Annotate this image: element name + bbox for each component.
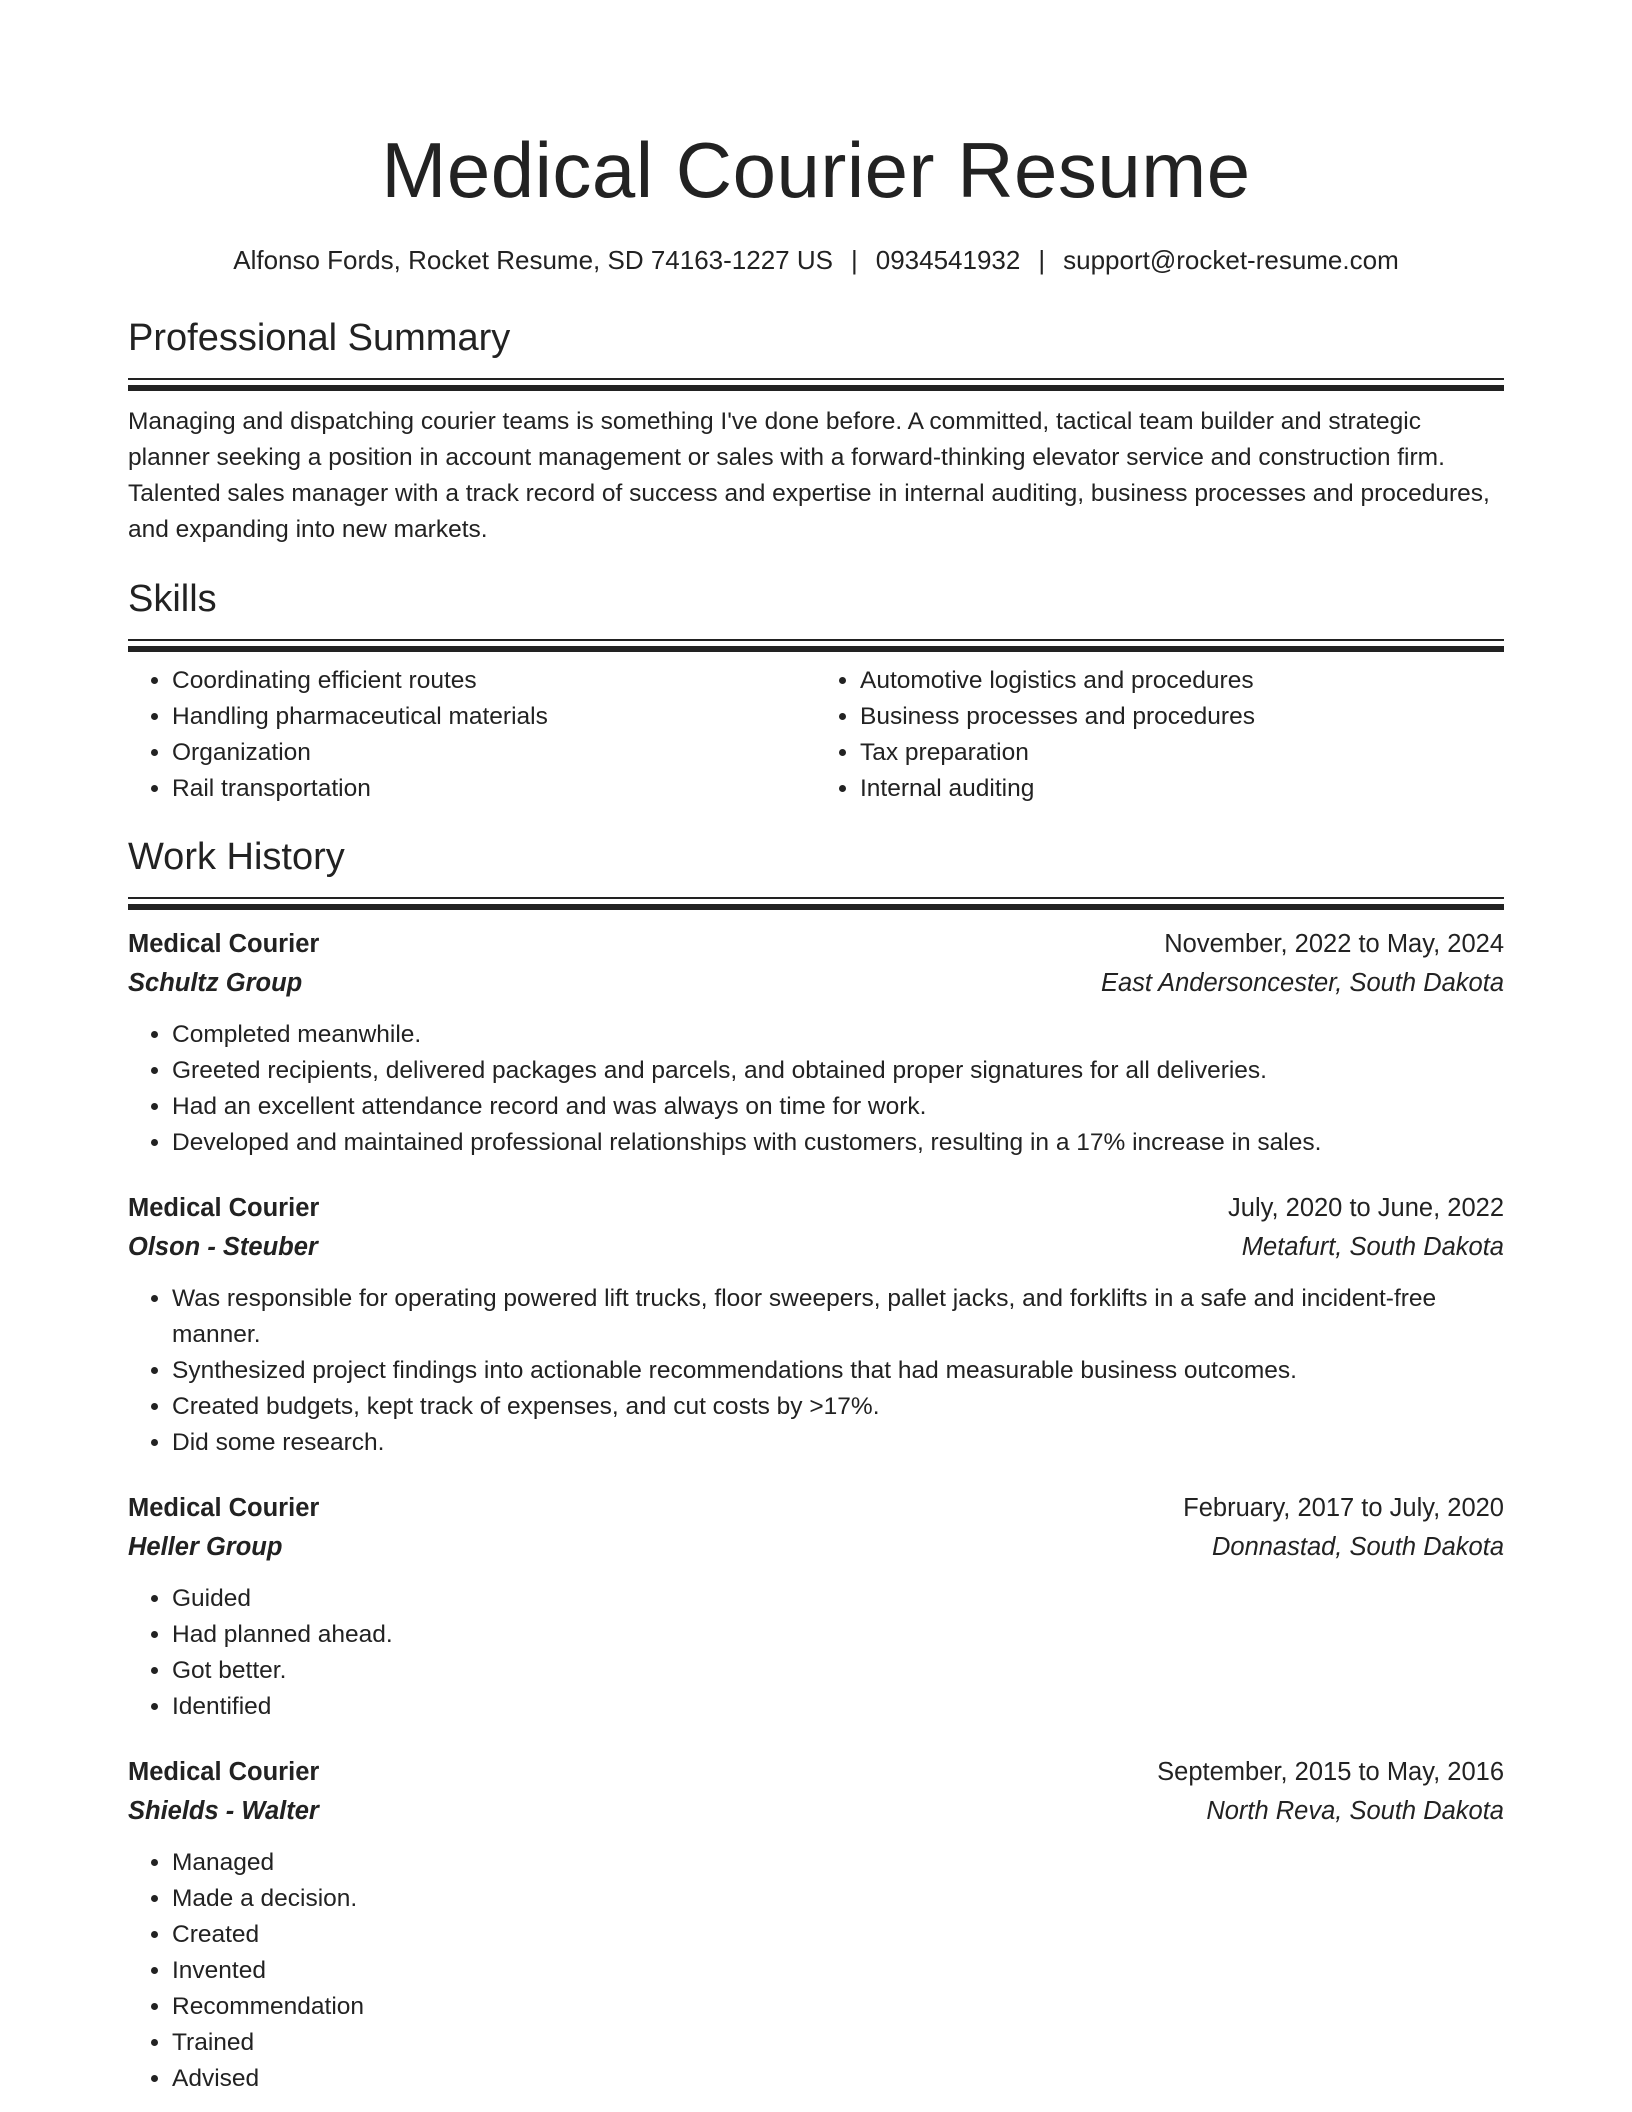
job-title: Medical Courier	[128, 1757, 320, 1786]
contact-address: Alfonso Fords, Rocket Resume, SD 74163-1227 US	[233, 245, 833, 275]
job-bullet: • Was responsible for operating powered lift trucks, floor sweepers, pallet jacks, and forklifts in a safe and incident-free manner.	[172, 1281, 1504, 1353]
job-bullet: • Recommendation	[172, 1989, 1504, 2025]
job-bullet: • Had an excellent attendance record and was always on time for work.	[172, 1089, 1504, 1125]
resume-title: Medical Courier Resume	[381, 126, 1251, 214]
job-entry	[128, 1189, 1504, 1461]
job-subheader-row	[128, 1792, 1504, 1831]
job-title: Medical Courier	[128, 1493, 320, 1522]
skills-heading: Skills	[128, 577, 217, 620]
job-bullet: • Completed meanwhile.	[172, 1017, 1504, 1053]
skill-item: • Business processes and procedures	[860, 699, 1504, 735]
summary-section	[128, 312, 1504, 548]
job-subheader-row	[128, 1228, 1504, 1267]
job-subheader-row	[128, 1528, 1504, 1567]
summary-text: Managing and dispatching courier teams is something I've done before. A committed, tactical team builder and strategic planner seeking a position in account management or sales with a forward-thinking elevator service and construction firm. Talented sales manager with a track record of success and expertise in internal auditing, business processes and procedures, and expanding into new markets.	[128, 408, 1490, 543]
contact-line	[128, 242, 1504, 278]
job-company: Schultz Group	[128, 968, 303, 997]
skill-item: • Organization	[172, 735, 816, 771]
job-company: Shields - Walter	[128, 1796, 319, 1825]
job-bullet: • Advised	[172, 2061, 1504, 2097]
section-divider	[128, 639, 1504, 653]
skills-columns	[128, 663, 1504, 807]
job-bullet: • Developed and maintained professional relationships with customers, resulting in a 17% increase in sales.	[172, 1125, 1504, 1161]
job-bullets	[128, 1281, 1504, 1461]
job-company: Olson - Steuber	[128, 1232, 318, 1261]
job-bullet: • Made a decision.	[172, 1881, 1504, 1917]
contact-separator: |	[1038, 245, 1046, 275]
contact-email: support@rocket-resume.com	[1063, 245, 1399, 275]
job-dates: February, 2017 to July, 2020	[1183, 1493, 1504, 1522]
job-bullet: • Synthesized project findings into actionable recommendations that had measurable business outcomes.	[172, 1353, 1504, 1389]
job-bullet: • Greeted recipients, delivered packages and parcels, and obtained proper signatures for all deliveries.	[172, 1053, 1504, 1089]
skill-item: • Automotive logistics and procedures	[860, 663, 1504, 699]
job-bullet: • Created budgets, kept track of expenses, and cut costs by >17%.	[172, 1389, 1504, 1425]
job-bullets	[128, 1581, 1504, 1725]
skill-item: • Coordinating efficient routes	[172, 663, 816, 699]
work-history-heading: Work History	[128, 835, 345, 878]
job-header-row	[128, 1753, 1504, 1792]
job-bullet: • Did some research.	[172, 1425, 1504, 1461]
job-entry	[128, 925, 1504, 1161]
job-entry	[128, 1753, 1504, 2097]
contact-phone: 0934541932	[875, 245, 1021, 275]
skill-item: • Tax preparation	[860, 735, 1504, 771]
job-dates: September, 2015 to May, 2016	[1157, 1757, 1504, 1786]
section-divider	[128, 897, 1504, 911]
job-header-row	[128, 1489, 1504, 1528]
job-bullet: • Got better.	[172, 1653, 1504, 1689]
job-title: Medical Courier	[128, 1193, 320, 1222]
contact-separator: |	[850, 245, 858, 275]
job-bullets	[128, 1017, 1504, 1161]
job-bullets	[128, 1845, 1504, 2097]
job-bullet: • Identified	[172, 1689, 1504, 1725]
job-header-row	[128, 925, 1504, 964]
job-location: East Andersoncester, South Dakota	[1100, 968, 1504, 997]
skills-section	[128, 573, 1504, 807]
job-bullet: • Created	[172, 1917, 1504, 1953]
skill-item: • Handling pharmaceutical materials	[172, 699, 816, 735]
job-location: North Reva, South Dakota	[1206, 1796, 1504, 1825]
section-divider	[128, 378, 1504, 392]
job-title: Medical Courier	[128, 929, 320, 958]
job-subheader-row	[128, 964, 1504, 1003]
summary-heading: Professional Summary	[128, 317, 511, 359]
job-location: Donnastad, South Dakota	[1211, 1532, 1504, 1561]
job-bullet: • Had planned ahead.	[172, 1617, 1504, 1653]
job-header-row	[128, 1189, 1504, 1228]
skills-list-right	[816, 663, 1504, 807]
job-dates: November, 2022 to May, 2024	[1164, 929, 1504, 958]
job-entry	[128, 1489, 1504, 1725]
job-bullet: • Trained	[172, 2025, 1504, 2061]
job-bullet: • Managed	[172, 1845, 1504, 1881]
work-history-section	[128, 831, 1504, 2097]
job-bullet: • Invented	[172, 1953, 1504, 1989]
resume-page	[128, 0, 1504, 2097]
skill-item: • Rail transportation	[172, 771, 816, 807]
job-location: Metafurt, South Dakota	[1241, 1232, 1504, 1261]
job-company: Heller Group	[128, 1532, 283, 1561]
job-dates: July, 2020 to June, 2022	[1228, 1193, 1504, 1222]
job-bullet: • Guided	[172, 1581, 1504, 1617]
skill-item: • Internal auditing	[860, 771, 1504, 807]
skills-list-left	[128, 663, 816, 807]
